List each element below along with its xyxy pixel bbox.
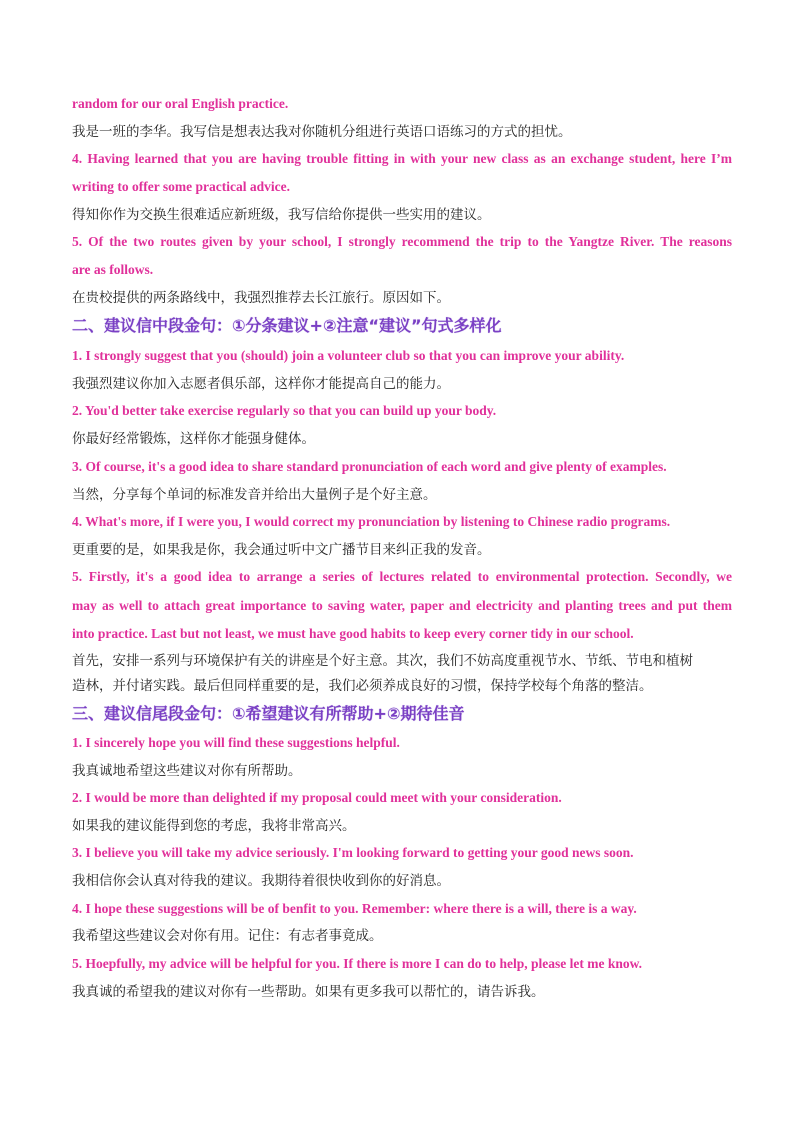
chinese-translation: 你最好经常锻炼，这样你才能强身健体。	[72, 431, 315, 447]
english-sentence: 5. Of the two routes given by your school, I strongly recommend the trip to the Yangtze River. The reasons	[72, 234, 732, 249]
english-sentence: 3. I believe you will take my advice seriously. I'm looking forward to getting your good news soon.	[72, 845, 634, 860]
section-heading: 三、建议信尾段金句：①希望建议有所帮助+②期待佳音	[72, 704, 465, 723]
english-sentence: 2. You'd better take exercise regularly so that you can build up your body.	[72, 403, 497, 418]
english-sentence: writing to offer some practical advice.	[72, 179, 290, 194]
english-sentence: 5. Firstly, it's a good idea to arrange a series of lectures related to environmental protection. Secondly, we	[72, 569, 732, 584]
chinese-translation: 首先，安排一系列与环境保护有关的讲座是个好主意。其次，我们不妨高度重视节水、节纸、节电和植树	[72, 653, 693, 669]
chinese-translation: 我希望这些建议会对你有用。记住：有志者事竟成。	[72, 928, 383, 944]
chinese-translation: 当然，分享每个单词的标准发音并给出大量例子是个好主意。	[72, 487, 437, 503]
chinese-translation: 如果我的建议能得到您的考虑，我将非常高兴。	[72, 818, 356, 834]
chinese-translation: 我真诚地希望这些建议对你有所帮助。	[72, 763, 302, 779]
chinese-translation: 得知你作为交换生很难适应新班级，我写信给你提供一些实用的建议。	[72, 207, 491, 223]
english-sentence: random for our oral English practice.	[72, 96, 289, 111]
english-sentence: into practice. Last but not least, we must have good habits to keep every corner tidy in our school.	[72, 626, 634, 641]
chinese-translation: 我是一班的李华。我写信是想表达我对你随机分组进行英语口语练习的方式的担忧。	[72, 124, 572, 140]
section-heading: 二、建议信中段金句：①分条建议+②注意“建议”句式多样化	[72, 316, 502, 335]
english-sentence: 4. Having learned that you are having trouble fitting in with your new class as an exchange student, here I’m	[72, 151, 732, 166]
english-sentence: 1. I sincerely hope you will find these suggestions helpful.	[72, 735, 400, 750]
english-sentence: 3. Of course, it's a good idea to share standard pronunciation of each word and give plenty of examples.	[72, 459, 667, 474]
chinese-translation: 更重要的是，如果我是你，我会通过听中文广播节目来纠正我的发音。	[72, 542, 491, 558]
english-sentence: 5. Hoepfully, my advice will be helpful for you. If there is more I can do to help, please let me know.	[72, 956, 642, 971]
english-sentence: 1. I strongly suggest that you (should) join a volunteer club so that you can improve your ability.	[72, 348, 625, 363]
chinese-translation: 在贵校提供的两条路线中，我强烈推荐去长江旅行。原因如下。	[72, 290, 450, 306]
english-sentence: may as well to attach great importance to saving water, paper and electricity and planting trees and put them	[72, 598, 732, 613]
chinese-translation: 我真诚的希望我的建议对你有一些帮助。如果有更多我可以帮忙的，请告诉我。	[72, 984, 545, 1000]
english-sentence: 4. I hope these suggestions will be of benfit to you. Remember: where there is a will, there is a way.	[72, 901, 637, 916]
english-sentence: 4. What's more, if I were you, I would correct my pronunciation by listening to Chinese radio programs.	[72, 514, 671, 529]
chinese-translation: 我强烈建议你加入志愿者俱乐部，这样你才能提高自己的能力。	[72, 376, 450, 392]
chinese-translation: 造林，并付诸实践。最后但同样重要的是，我们必须养成良好的习惯，保持学校每个角落的整洁。	[72, 678, 653, 694]
english-sentence: 2. I would be more than delighted if my proposal could meet with your consideration.	[72, 790, 562, 805]
chinese-translation: 我相信你会认真对待我的建议。我期待着很快收到你的好消息。	[72, 873, 450, 889]
english-sentence: are as follows.	[72, 262, 154, 277]
